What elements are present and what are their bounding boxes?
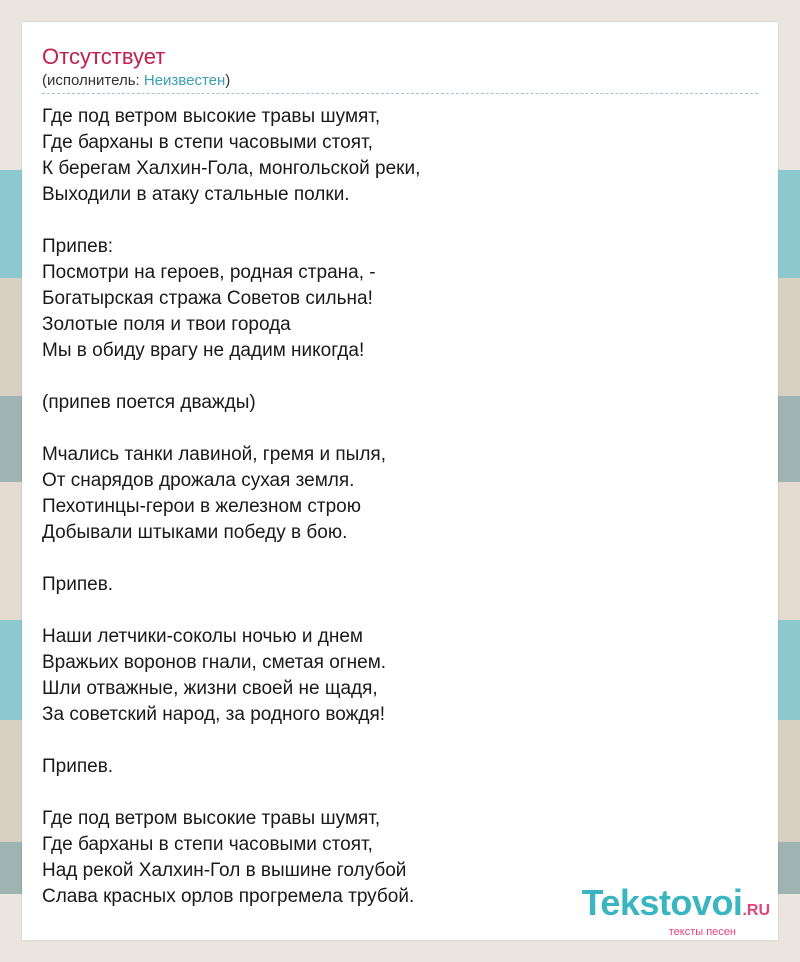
lyric-line [42,728,758,754]
lyrics-card [22,22,778,940]
lyric-line: Шли отважные, жизни своей не щадя, [42,678,378,699]
lyric-line: Припев: [42,236,114,257]
lyric-line [42,546,758,572]
logo-tagline: тексты песен [668,926,736,938]
lyric-line: Где под ветром высокие травы шумят, [42,106,381,127]
lyric-line: Где барханы в степи часовыми стоят, [42,132,373,153]
lyric-line: Добывали штыками победу в бою. [42,522,348,543]
lyric-line: Посмотри на героев, родная страна, - [42,262,376,283]
logo-wordmark [582,884,770,930]
logo-tld: .RU [742,902,770,919]
lyrics-text [42,104,758,910]
song-title: Отсутствует [42,44,166,69]
lyric-line [42,598,758,624]
lyric-line: Где барханы в степи часовыми стоят, [42,834,373,855]
artist-line [42,72,230,90]
lyric-line: Золотые поля и твои города [42,314,291,335]
dashed-divider [42,93,758,94]
lyric-line: От снарядов дрожала сухая земля. [42,470,355,491]
lyric-line [42,416,758,442]
lyric-line: Припев. [42,574,114,595]
lyric-line [42,208,758,234]
artist-prefix: (исполнитель: [42,72,144,89]
lyric-line: Пехотинцы-герои в железном строю [42,496,361,517]
lyric-line: Припев. [42,756,114,777]
lyric-line: (припев поется дважды) [42,392,256,413]
lyric-line: Выходили в атаку стальные полки. [42,184,350,205]
artist-suffix: ) [225,72,231,89]
lyric-line: Наши летчики-соколы ночью и днем [42,626,363,647]
lyric-line: Слава красных орлов прогремела трубой. [42,886,415,907]
lyric-line: Где под ветром высокие травы шумят, [42,808,381,829]
lyric-line: Мчались танки лавиной, гремя и пыля, [42,444,386,465]
lyric-line: Мы в обиду врагу не дадим никогда! [42,340,365,361]
artist-link[interactable]: Неизвестен [143,72,226,89]
lyric-line: Над рекой Халхин-Гол в вышине голубой [42,860,407,881]
lyric-line: К берегам Халхин-Гола, монгольской реки, [42,158,421,179]
lyric-line [42,780,758,806]
logo-name: Tekstovoi [581,882,743,923]
lyric-line [42,364,758,390]
lyric-line: За советский народ, за родного вождя! [42,704,386,725]
lyric-line: Богатырская стража Советов сильна! [42,288,373,309]
site-logo[interactable] [582,884,770,938]
lyric-line: Вражьих воронов гнали, сметая огнем. [42,652,387,673]
